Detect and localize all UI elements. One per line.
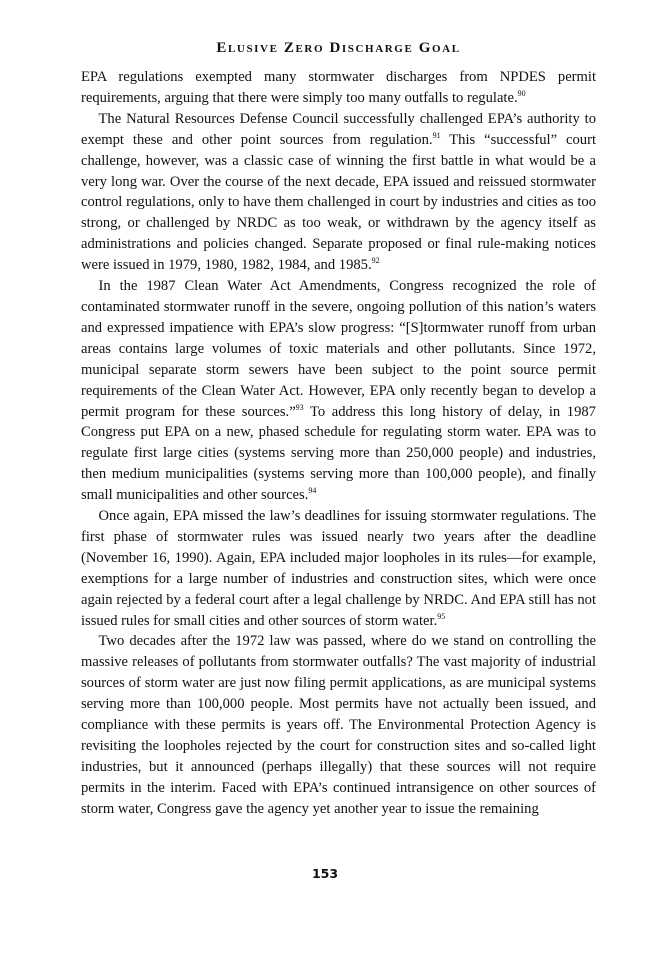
paragraph xyxy=(81,67,596,109)
footnote-marker: 93 xyxy=(295,402,304,412)
page xyxy=(81,40,596,820)
paragraph-text: The Natural Resources Defense Council successfully challenged EPA’s authority to exempt these and other point sources from regulation. xyxy=(81,110,596,148)
footnote-marker: 90 xyxy=(517,89,526,99)
paragraph-text: In the 1987 Clean Water Act Amendments, Congress recognized the role of contaminated stormwater runoff in the severe, ongoing pollution of this nation’s waters and expressed impatience with EPA’s slow progress: “[S]tormwater runoff from urban areas contains large volumes of toxic materials and other pollutants. Since 1972, municipal separate storm sewers have been subject to the point source permit requirements of the Clean Water Act. However, EPA only recently began to develop a permit program for these sources.” xyxy=(81,278,596,420)
running-head: Elusive Zero Discharge Goal xyxy=(216,40,461,56)
footnote-marker: 94 xyxy=(308,486,317,496)
footnote-marker: 91 xyxy=(432,130,441,140)
paragraph xyxy=(81,506,596,631)
paragraph-text: To address this long history of delay, in 1987 Congress put EPA on a new, phased schedule for regulating storm water. EPA was to regulate first large cities (systems serving more than 250,000 people) and industries, then medium municipalities (systems serving more than 100,000 people), and finally small municipalities and other sources. xyxy=(81,403,596,504)
body-text xyxy=(81,67,596,820)
paragraph-text: This “successful” court challenge, however, was a classic case of winning the first battle in what would be a very long war. Over the course of the next decade, EPA issued and reissued stormwater control regulations, only to have them challenged in court by industries and cities as too strong, or challenged by NRDC as too weak, or withdrawn by the agency itself as administrations and policies changed. Separate proposed or final rule-making notices were issued in 1979, 1980, 1982, 1984, and 1985. xyxy=(81,131,596,274)
paragraph xyxy=(81,631,596,819)
footnote-marker: 92 xyxy=(371,256,380,266)
paragraph xyxy=(81,276,596,506)
footnote-marker: 95 xyxy=(437,611,446,621)
paragraph-text: Once again, EPA missed the law’s deadlines for issuing stormwater regulations. The first phase of stormwater rules was issued nearly two years after the deadline (November 16, 1990). Again, EPA included major loopholes in its rules—for example, exemptions for a large number of industries and construction sites, which were once again rejected by a federal court after a legal challenge by NRDC. And EPA still has not issued rules for small cities and other sources of storm water. xyxy=(81,508,596,629)
paragraph-text: Two decades after the 1972 law was passed, where do we stand on controlling the massive releases of pollutants from stormwater outfalls? The vast majority of industrial sources of storm water are just now filing permit applications, as are municipal systems serving more than 100,000 people. Most permits have not actually been issued, and compliance with these permits is years off. The Environmental Protection Agency is revisiting the loopholes rejected by the court for construction sites and so-called light industries, but it announced (perhaps illegally) that these sources will not require permits in the interim. Faced with EPA’s continued intransigence on other sources of storm water, Congress gave the agency yet another year to issue the remaining xyxy=(81,633,596,817)
paragraph-text: EPA regulations exempted many stormwater discharges from NPDES permit requirements, arguing that there were simply too many outfalls to regulate. xyxy=(81,69,596,106)
paragraph xyxy=(81,109,596,276)
page-number: 153 xyxy=(311,866,339,881)
